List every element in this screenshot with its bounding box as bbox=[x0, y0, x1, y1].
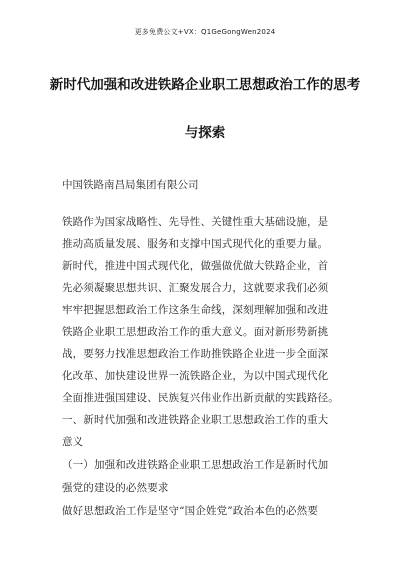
body-line: 做好思想政治工作是坚守“国企姓党”政治本色的必然要 bbox=[62, 505, 318, 517]
document-title-line-1: 新时代加强和改进铁路企业职工思想政治工作的思考 bbox=[49, 77, 361, 93]
body-line: 战，要努力找准思想政治工作助推铁路企业进一步全面深 bbox=[62, 348, 329, 360]
body-line: 推动高质量发展、服务和支撑中国式现代化的重要力量。 bbox=[62, 238, 329, 250]
document-title-line-2: 与探索 bbox=[184, 125, 226, 141]
body-line: 意义 bbox=[62, 436, 84, 448]
body-line: 牢牢把握思想政治工作这条生命线，深刻理解加强和改进 bbox=[62, 304, 329, 316]
author-organization: 中国铁路南昌局集团有限公司 bbox=[62, 179, 199, 191]
body-line: 一、新时代加强和改进铁路企业职工思想政治工作的重大 bbox=[62, 414, 329, 426]
body-line: 先必须凝聚思想共识、汇聚发展合力，这就要求我们必须 bbox=[62, 282, 329, 294]
body-line: 强党的建设的必然要求 bbox=[62, 482, 169, 494]
body-line: 铁路企业职工思想政治工作的重大意义。面对新形势新挑 bbox=[62, 326, 329, 338]
body-line: （一）加强和改进铁路企业职工思想政治工作是新时代加 bbox=[62, 459, 329, 471]
body-line: 全面推进强国建设、民族复兴伟业作出新贡献的实践路径。 bbox=[62, 392, 339, 404]
body-line: 铁路作为国家战略性、先导性、关键性重大基础设施，是 bbox=[62, 216, 329, 228]
header-note: 更多免费公文+VX：Q1GeGongWen2024 bbox=[134, 28, 276, 36]
body-line: 新时代，推进中国式现代化，做强做优做大铁路企业，首 bbox=[62, 260, 329, 272]
body-line: 化改革、加快建设世界一流铁路企业，为以中国式现代化 bbox=[62, 370, 329, 382]
